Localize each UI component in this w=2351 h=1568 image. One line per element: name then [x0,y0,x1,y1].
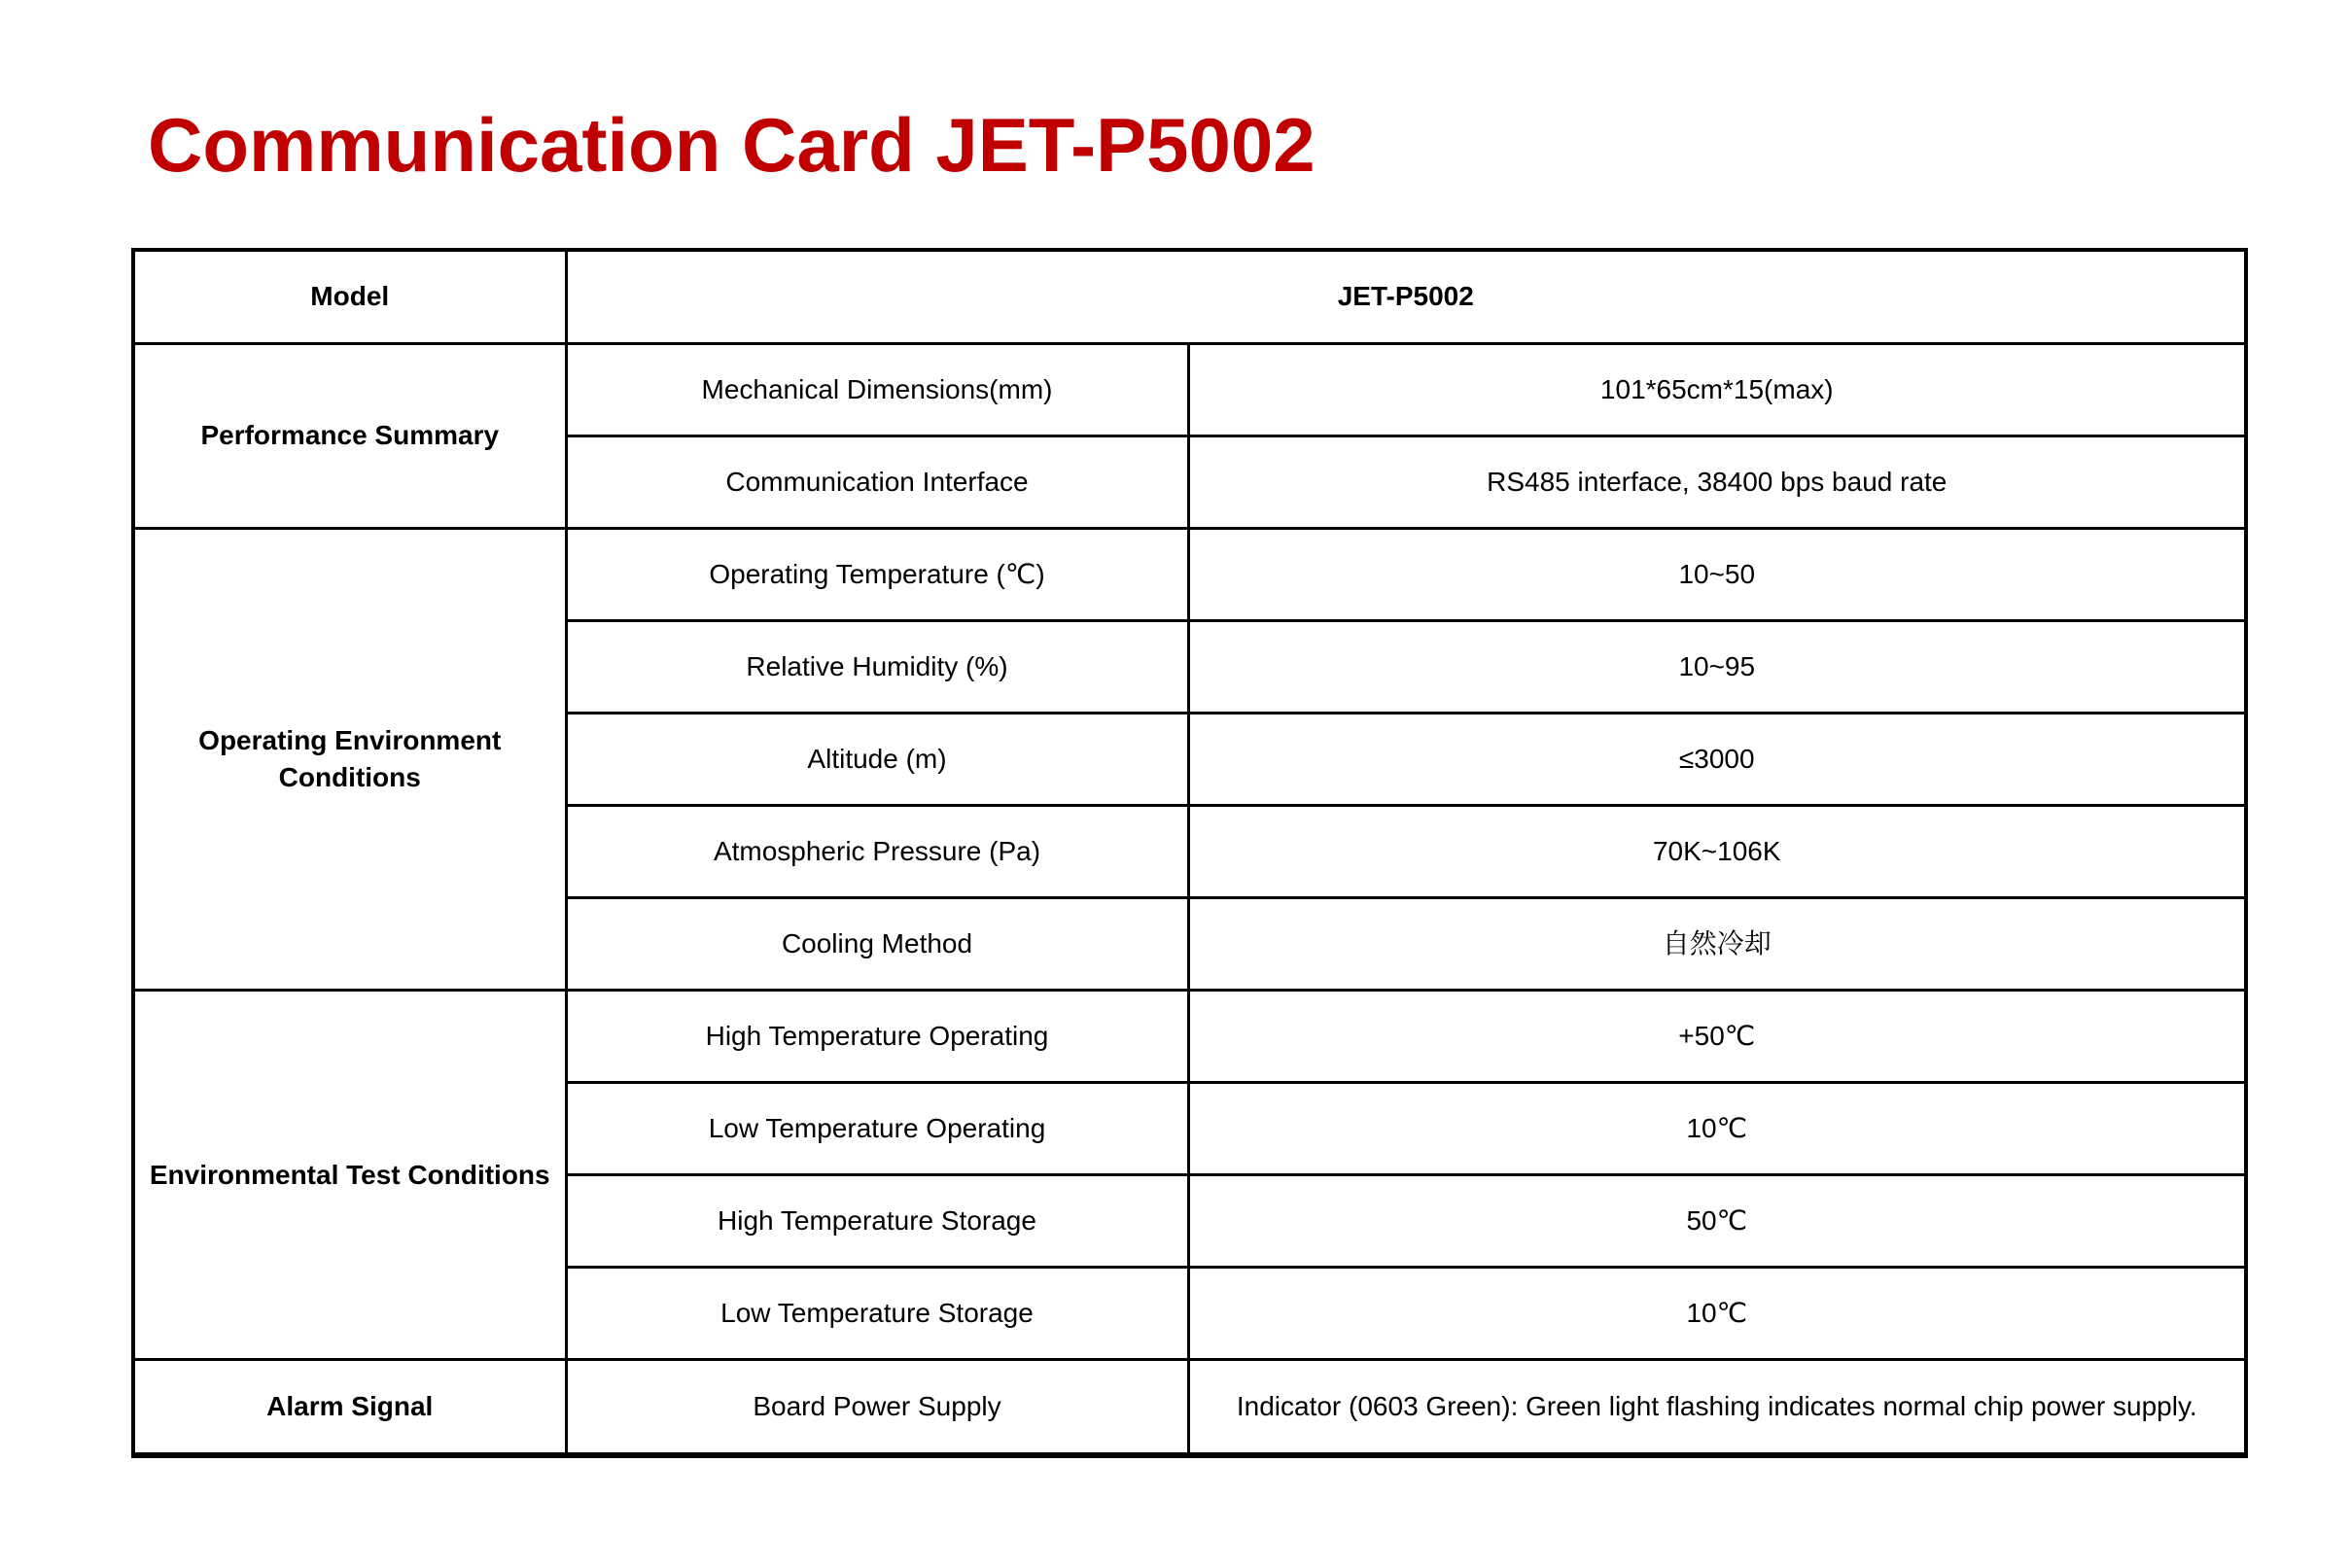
value-cell: ≤3000 [1188,713,2246,805]
value-cell: 101*65cm*15(max) [1188,343,2246,436]
section-operating-environment: Operating Environment Conditions [133,528,566,990]
value-cell: 10~95 [1188,620,2246,713]
param-cell: Operating Temperature (℃) [566,528,1188,620]
param-cell: Low Temperature Storage [566,1268,1188,1360]
param-cell: Altitude (m) [566,713,1188,805]
spec-table [131,248,2248,1458]
param-cell: High Temperature Storage [566,1175,1188,1268]
section-alarm-signal: Alarm Signal [133,1360,566,1455]
param-cell: Relative Humidity (%) [566,620,1188,713]
value-cell: 70K~106K [1188,805,2246,897]
param-cell: Communication Interface [566,436,1188,528]
table-row [133,528,2246,620]
value-cell: 10~50 [1188,528,2246,620]
param-cell: Mechanical Dimensions(mm) [566,343,1188,436]
value-cell: 10℃ [1188,1083,2246,1175]
table-row [133,250,2246,343]
param-cell: High Temperature Operating [566,991,1188,1083]
table-row [133,1360,2246,1455]
value-cell: RS485 interface, 38400 bps baud rate [1188,436,2246,528]
table-row [133,991,2246,1083]
page-title: Communication Card JET-P5002 [148,102,1316,188]
model-label-cell: Model [133,250,566,343]
model-value-cell: JET-P5002 [566,250,2246,343]
section-performance-summary: Performance Summary [133,343,566,528]
value-cell: 自然冷却 [1188,898,2246,991]
param-cell: Cooling Method [566,898,1188,991]
param-cell: Low Temperature Operating [566,1083,1188,1175]
value-cell: Indicator (0603 Green): Green light flashing indicates normal chip power supply. [1188,1360,2246,1455]
value-cell: +50℃ [1188,991,2246,1083]
value-cell: 10℃ [1188,1268,2246,1360]
value-cell: 50℃ [1188,1175,2246,1268]
param-cell: Atmospheric Pressure (Pa) [566,805,1188,897]
param-cell: Board Power Supply [566,1360,1188,1455]
section-environmental-test: Environmental Test Conditions [133,991,566,1360]
table-row [133,343,2246,436]
